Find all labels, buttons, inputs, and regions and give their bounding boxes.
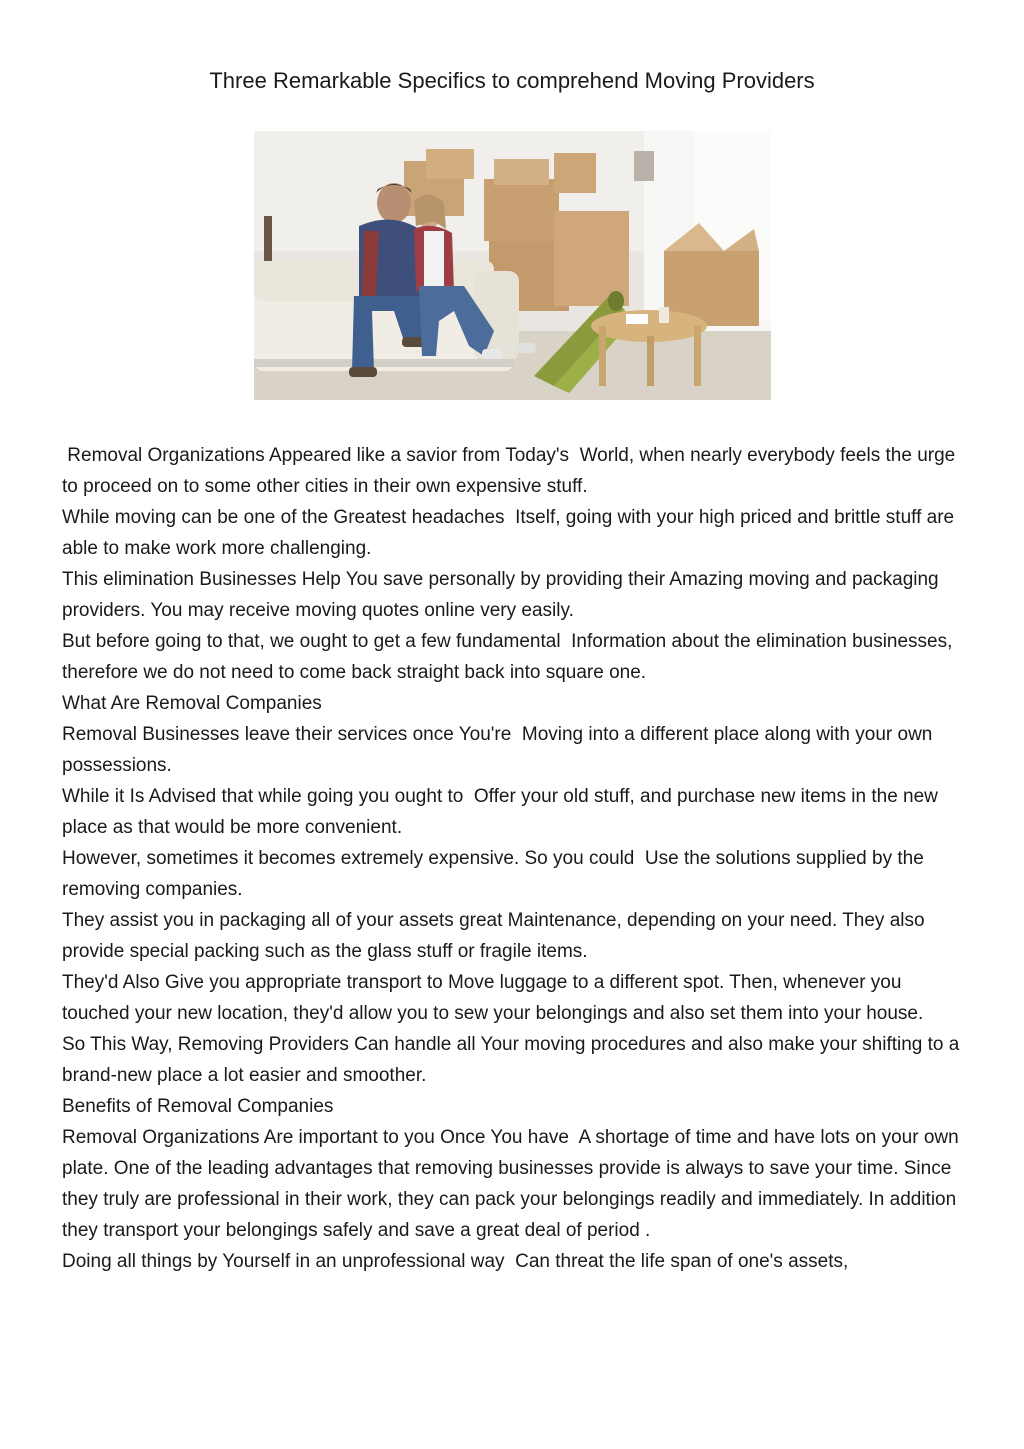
article-body: [62, 440, 966, 1277]
hero-photo-couple-with-moving-boxes: [254, 131, 771, 400]
section-heading: What Are Removal Companies: [62, 693, 322, 714]
paragraph: This elimination Businesses Help You save personally by providing their Amazing moving and packaging providers. You may receive moving quotes online very easily.: [62, 569, 944, 621]
paragraph: But before going to that, we ought to get a few fundamental Information about the elimination businesses, therefore we do not need to come back straight back into square one.: [62, 631, 958, 683]
paragraph: Removal Businesses leave their services once You're Moving into a different place along with your own possessions.: [62, 724, 938, 776]
paragraph: So This Way, Removing Providers Can handle all Your moving procedures and also make your shifting to a brand-new place a lot easier and smoother.: [62, 1034, 965, 1086]
paragraph: However, sometimes it becomes extremely expensive. So you could Use the solutions supplied by the removing companies.: [62, 848, 930, 900]
paragraph: They assist you in packaging all of your assets great Maintenance, depending on your need. They also provide special packing such as the glass stuff or fragile items.: [62, 910, 930, 962]
section-heading: Benefits of Removal Companies: [62, 1096, 334, 1117]
paragraph: Removal Organizations Appeared like a savior from Today's World, when nearly everybody feels the urge to proceed on to some other cities in their own expensive stuff.: [62, 445, 961, 497]
paragraph: While it Is Advised that while going you ought to Offer your old stuff, and purchase new items in the new place as that would be more convenient.: [62, 786, 944, 838]
page-title: Three Remarkable Specifics to comprehend Moving Providers: [209, 68, 815, 93]
paragraph: Doing all things by Yourself in an unprofessional way Can threat the life span of one's assets,: [62, 1251, 849, 1272]
paragraph: They'd Also Give you appropriate transport to Move luggage to a different spot. Then, whenever you touched your new location, they'd allow you to sew your belongings and also set them into your house.: [62, 972, 924, 1024]
paragraph: While moving can be one of the Greatest headaches Itself, going with your high priced and brittle stuff are able to make work more challenging.: [62, 507, 960, 559]
paragraph: Removal Organizations Are important to you Once You have A shortage of time and have lots on your own plate. One of the leading advantages that removing businesses provide is always to save your time. Since they truly are professional in their work, they can pack your belongings readily and immediately. In addition they transport your belongings safely and save a great deal of period .: [62, 1127, 964, 1241]
